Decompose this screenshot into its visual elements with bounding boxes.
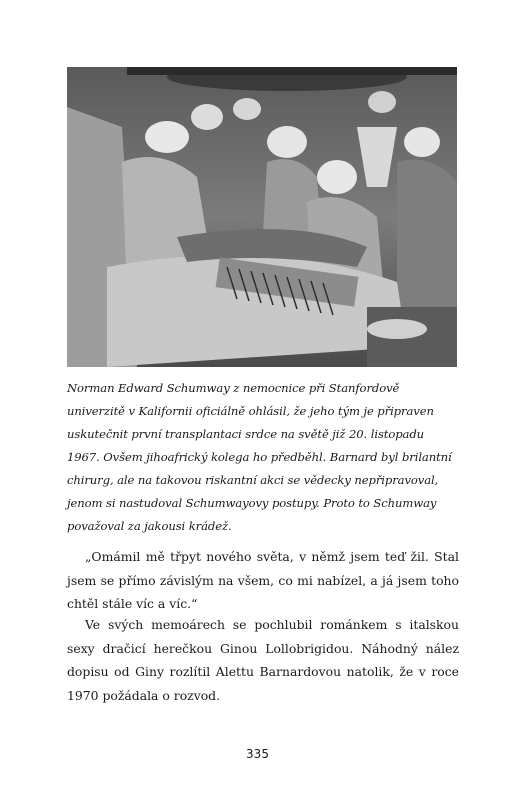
photo-caption: Norman Edward Schumway z nemocnice při Stanfordově univerzitě v Kalifornii oficiálně ohlásil, že jeho tým je připraven uskutečnit první transplantaci srdce na světě již 20. listopadu 1967. Ovšem jihoafrický kolega ho předběhl. Barnard byl brilantní chirurg, ale na takovou riskantní akci se vědecky nepřipravoval, jenom si nastudoval Schumwayovy postupy. Proto to Schumway považoval za jakousi krádež. [67,381,452,533]
body-paragraph: Ve svých memoárech se pochlubil románkem s italskou sexy dračicí herečkou Ginou Lollobrigidou. Náhodný nález dopisu od Giny rozlítil Alettu Barnardovou natolik, že v roce 1970 požádala o rozvod. [67,617,459,703]
surgery-photo [67,67,457,367]
page-number: 335 [246,747,269,761]
surgery-photo-drawing [67,67,457,367]
body-paragraph: „Omámil mě třpyt nového světa, v němž jsem teď žil. Stal jsem se přímo závislým na všem, co mi nabízel, a já jsem toho chtěl stále víc a víc.“ [67,549,459,611]
